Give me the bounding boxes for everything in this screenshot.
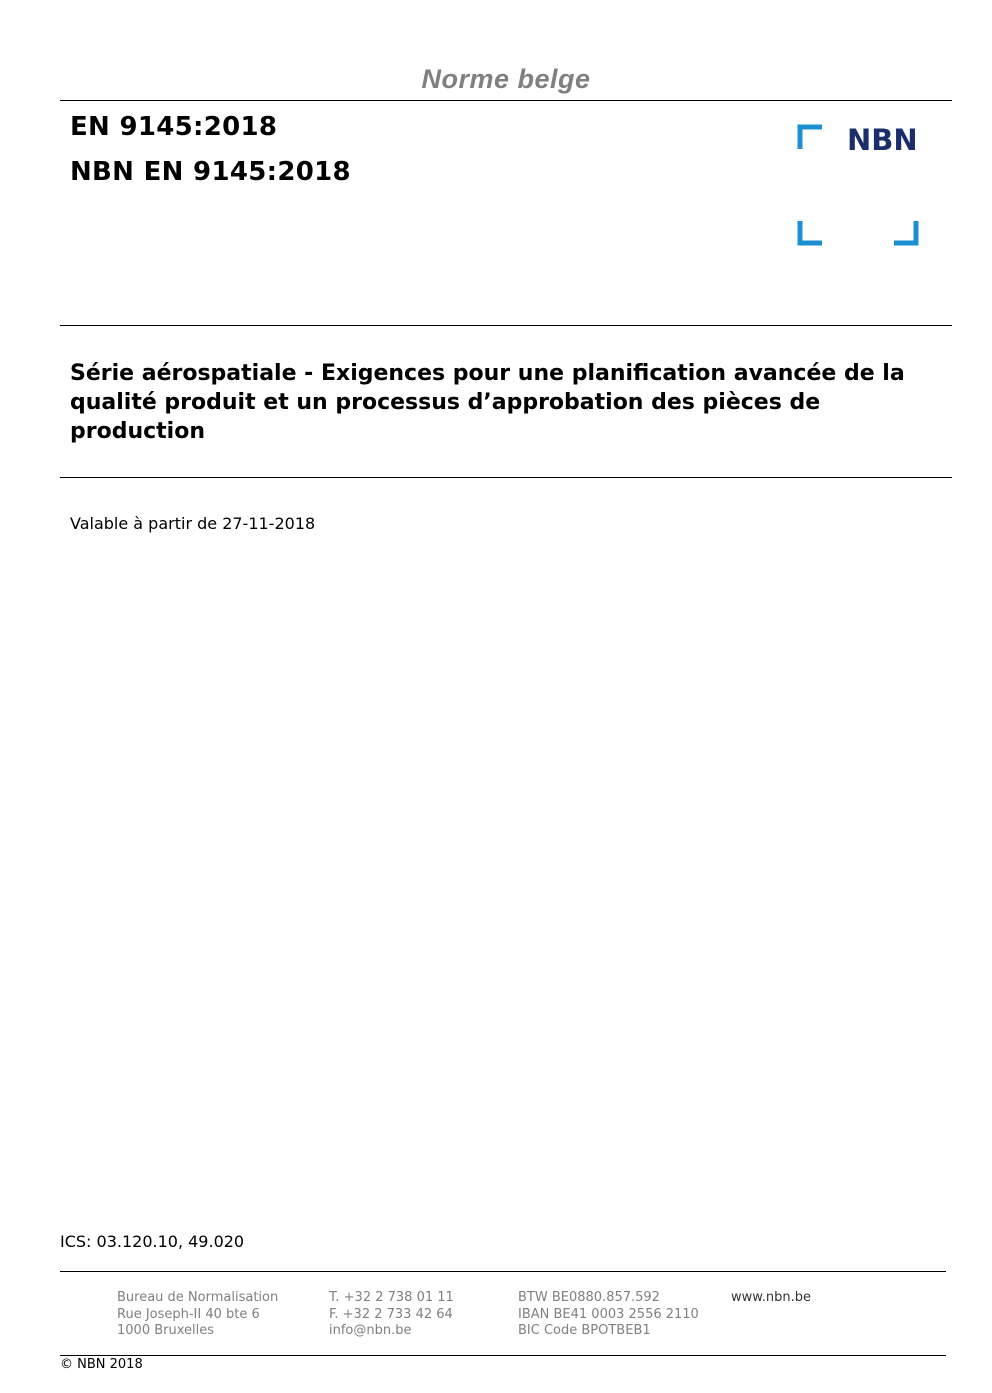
footer-address <box>117 1290 278 1340</box>
fax-number: F. +32 2 733 42 64 <box>329 1306 453 1322</box>
document-title: Série aérospatiale - Exigences pour une planification avancée de la qualité produit et un processus d’approbation des pièces de production <box>70 361 905 444</box>
phone-number: T. +32 2 738 01 11 <box>329 1290 454 1305</box>
address-line: Bureau de Normalisation <box>117 1290 279 1305</box>
standard-code-en: EN 9145:2018 <box>70 112 278 142</box>
address-line: Rue Joseph-II 40 bte 6 <box>117 1306 260 1322</box>
website-link[interactable]: www.nbn.be <box>731 1290 811 1305</box>
vat-number: BTW BE0880.857.592 <box>518 1290 660 1305</box>
footer-bottom-divider <box>60 1355 946 1356</box>
standard-code-nbn: NBN EN 9145:2018 <box>70 157 351 187</box>
iban: IBAN BE41 0003 2556 2110 <box>518 1306 699 1322</box>
nbn-logo <box>797 124 921 248</box>
footer-contact <box>329 1290 454 1340</box>
address-line: 1000 Bruxelles <box>117 1323 215 1338</box>
email-link[interactable]: info@nbn.be <box>329 1323 412 1338</box>
footer-web <box>731 1290 811 1307</box>
document-type-label: Norme belge <box>421 64 591 94</box>
title-top-divider <box>60 325 952 326</box>
logo-text: NBN <box>847 123 918 157</box>
ics-codes: ICS: 03.120.10, 49.020 <box>60 1232 245 1251</box>
top-divider <box>60 100 952 101</box>
footer-bank-details <box>518 1290 699 1340</box>
copyright: © NBN 2018 <box>60 1357 143 1372</box>
footer-top-divider <box>60 1271 946 1272</box>
bic-code: BIC Code BPOTBEB1 <box>518 1323 651 1338</box>
title-bottom-divider <box>60 477 952 478</box>
validity-date: Valable à partir de 27-11-2018 <box>70 514 316 533</box>
